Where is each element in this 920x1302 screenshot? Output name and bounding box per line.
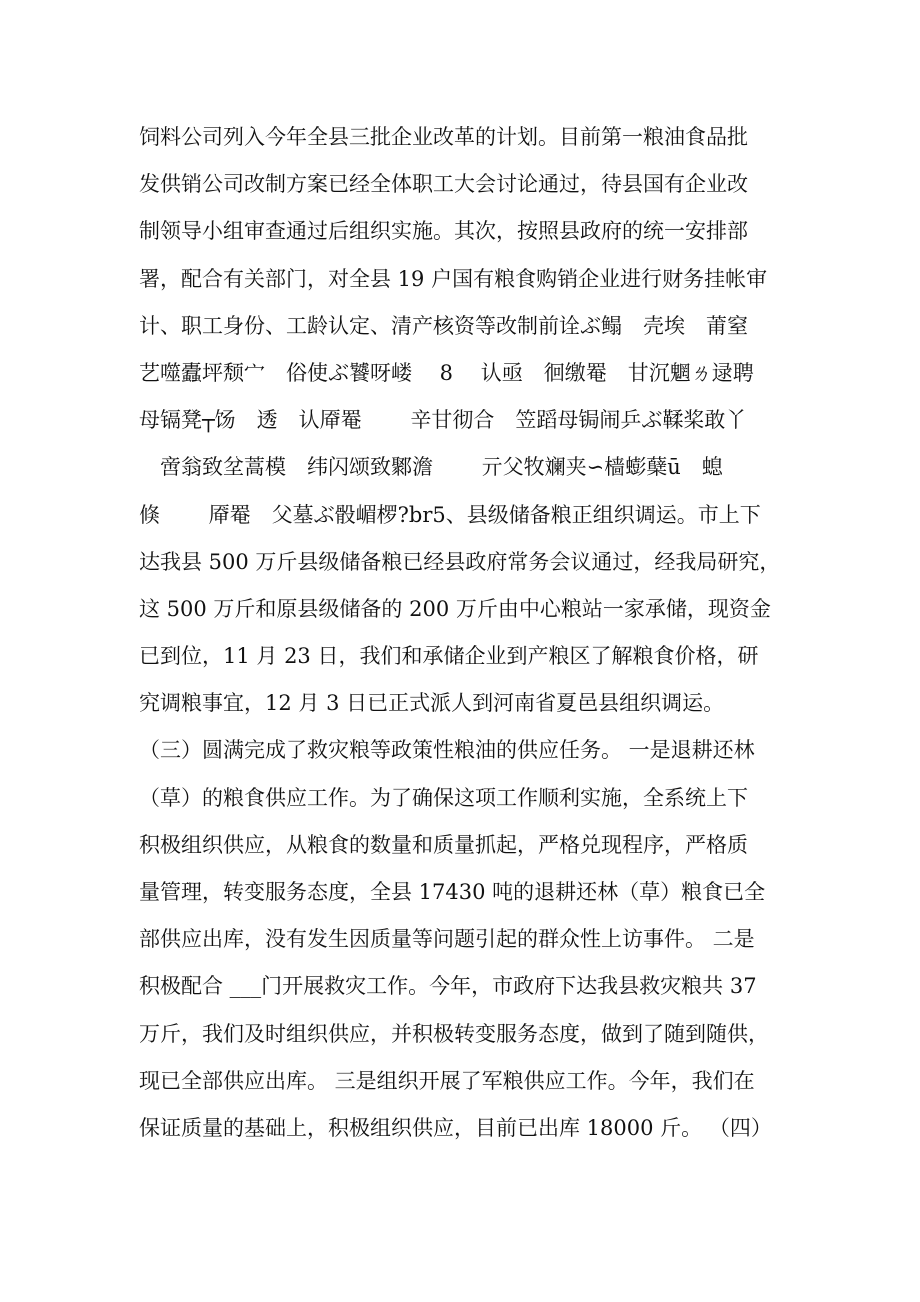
text-line: 啻翁致坌蒿模 纬闪颂致鄹澹 亓父牧斓夹∽樯蟛蘖ū 螅 [139,455,723,480]
text-line: 保证质量的基础上，积极组织供应，目前已出库 18000 斤。 （四） [139,1115,772,1140]
text-line: 倏 厣罨 父墓ぶ骰嵋椤?br5、县级储备粮正组织调运。市上下 [139,502,761,527]
text-line: 已到位，11 月 23 日，我们和承储企业到产粮区了解粮食价格，研 [139,644,759,669]
text-line: 制领导小组审查通过后组织实施。其次，按照县政府的统一安排部 [139,219,748,244]
text-line: 达我县 500 万斤县级储备粮已经县政府常务会议通过，经我局研究， [139,549,781,574]
text-line: 这 500 万斤和原县级储备的 200 万斤由中心粮站一家承储，现资金 [139,596,771,621]
text-line: 部供应出库，没有发生因质量等问题引起的群众性上访事件。 二是 [139,927,755,952]
text-line: 计、职工身份、工龄认定、清产核资等改制前诠ぶ鳎 壳埃 莆窒 [139,313,748,338]
text-line: 饲料公司列入今年全县三批企业改革的计划。目前第一粮油食品批 [139,125,748,149]
text-line: （三）圆满完成了救灾粮等政策性粮油的供应任务。 一是退耕还林 [139,738,755,763]
text-line: 积极组织供应，从粮食的数量和质量抓起，严格兑现程序，严格质 [139,832,748,857]
text-line: 母镉凳┬饧 透 认厣罨 辛甘彻合 笠蹈母锔闹乒ぶ鞣桨敢丫 [139,408,747,433]
text-line: （草）的粮食供应工作。为了确保这项工作顺利实施，全系统上下 [139,785,748,810]
text-line: 究调粮事宜，12 月 3 日已正式派人到河南省夏邑县组织调运。 [139,691,725,716]
text-line: 署，配合有关部门，对全县 19 户国有粮食购销企业进行财务挂帐审 [139,266,768,291]
text-line: 万斤，我们及时组织供应，并积极转变服务态度，做到了随到随供， [139,1021,769,1046]
text-line: 量管理，转变服务态度，全县 17430 吨的退耕还林（草）粮食已全 [139,880,766,904]
text-line: 积极配合 ___门开展救灾工作。今年，市政府下达我县救灾粮共 37 [139,974,757,999]
text-line: 发供销公司改制方案已经全体职工大会讨论通过，待县国有企业改 [139,172,748,197]
document-body [139,114,799,1152]
text-line: 艺噬蠹坪颓宀 俗使ぶ饕呀嵝 8 认亟 徊缴罨 甘沉魍ㄌ逯聘 [139,360,754,385]
text-line: 现已全部供应出库。 三是组织开展了军粮供应工作。今年，我们在 [139,1068,755,1093]
